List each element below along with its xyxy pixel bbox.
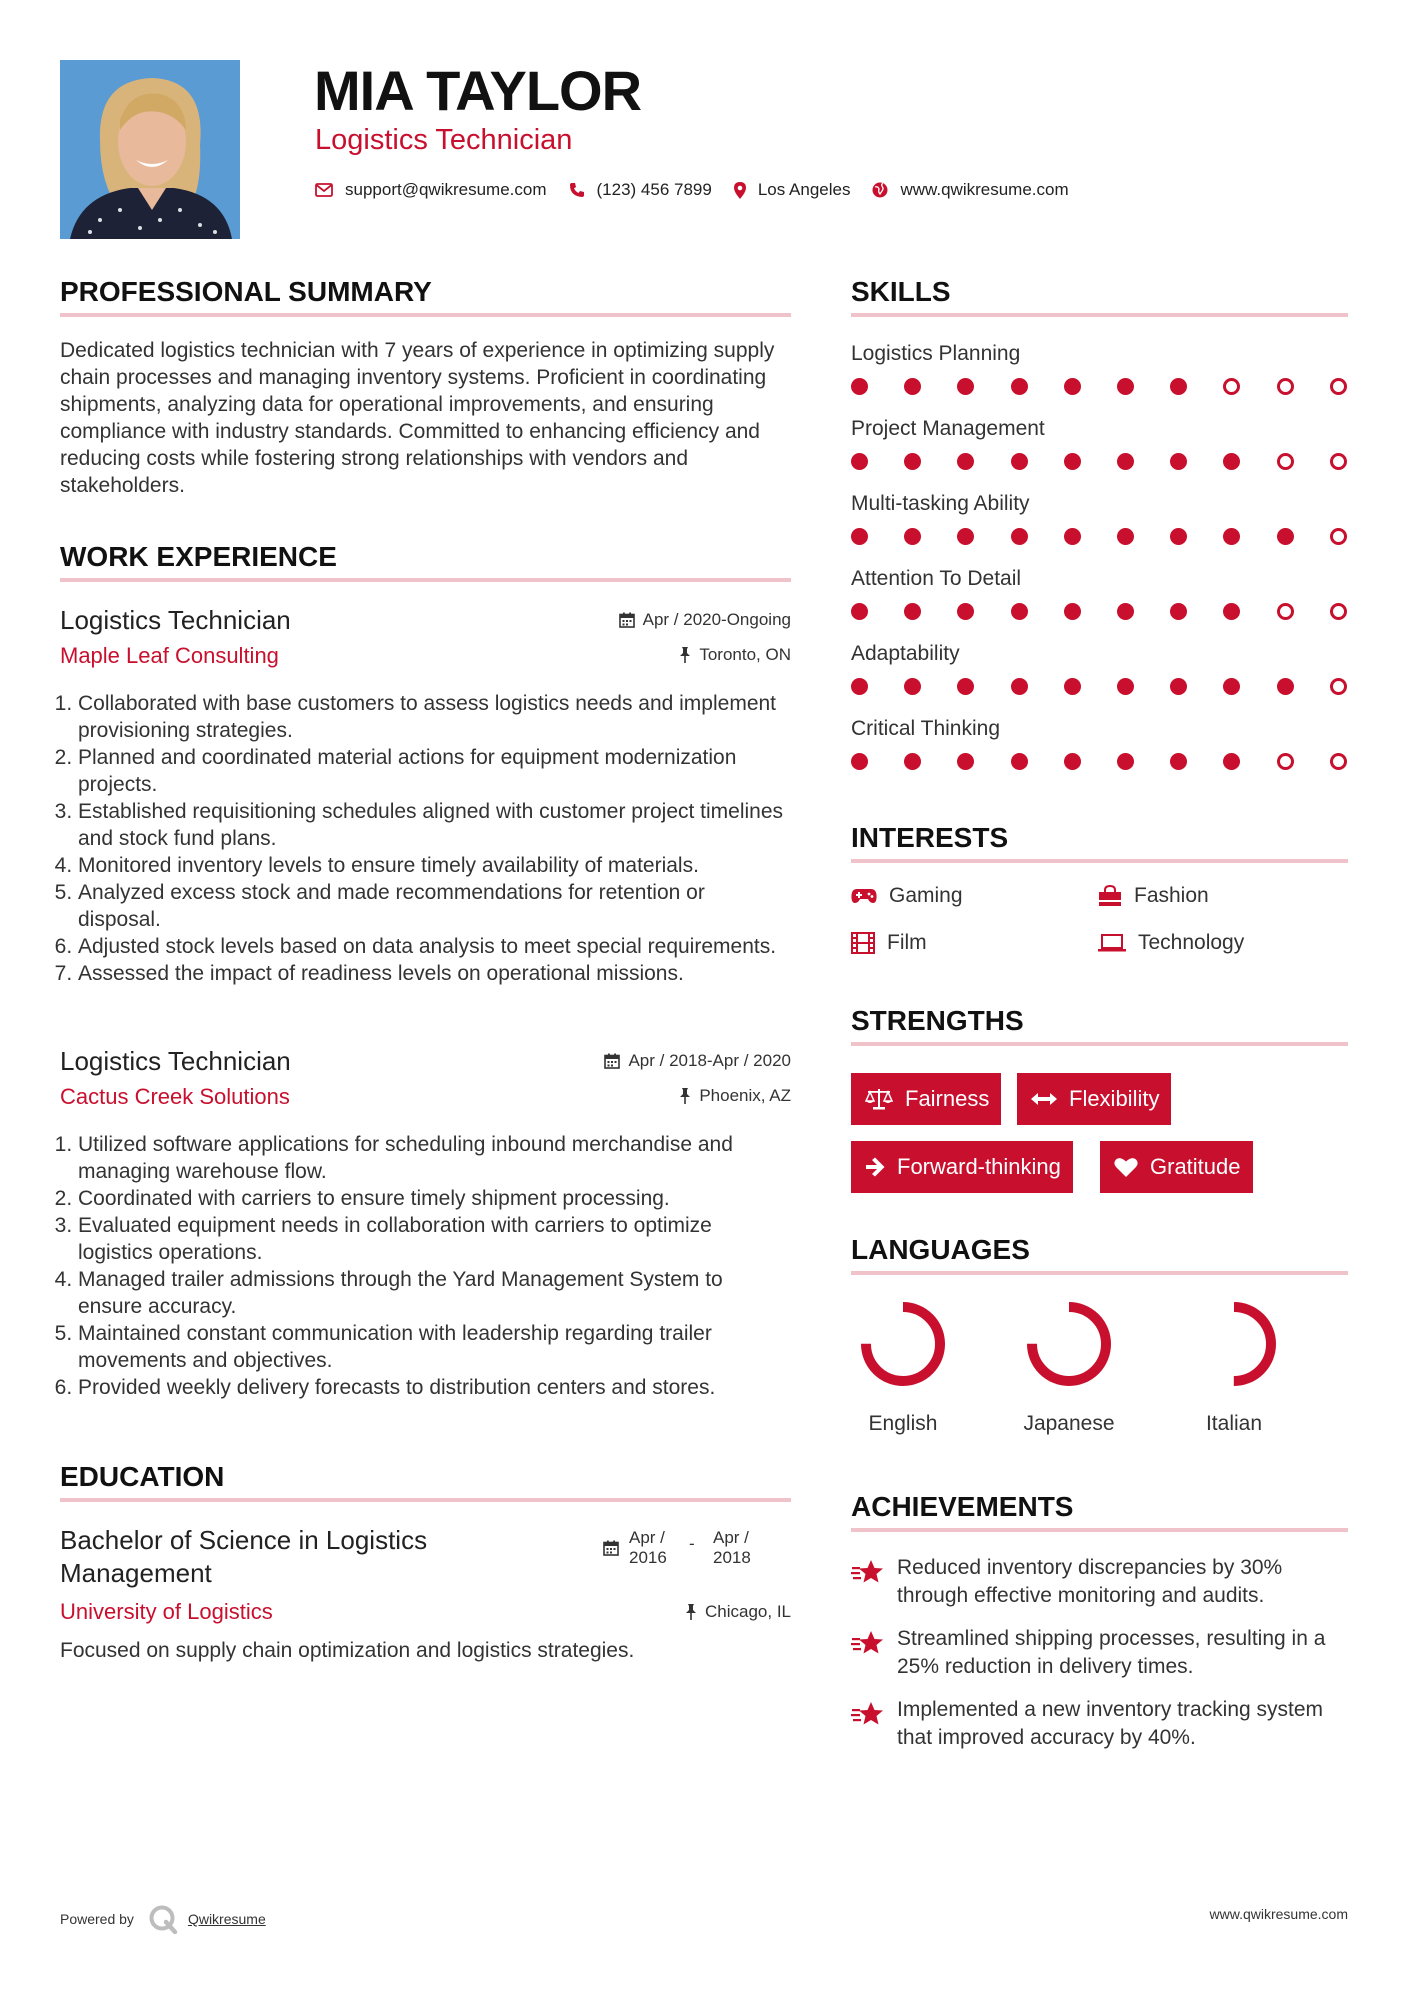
skill-name: Logistics Planning (851, 342, 1021, 365)
film-icon (851, 932, 875, 954)
skill-dot-filled (1170, 378, 1187, 395)
education-entry (60, 1524, 791, 1664)
powered-by-text: Powered by (60, 1911, 134, 1927)
summary-section (60, 275, 791, 499)
achievements-section (851, 1490, 1348, 1532)
interests-section (851, 821, 1348, 863)
skill-dot-filled (957, 528, 974, 545)
calendar-icon (604, 1053, 620, 1069)
language-item (1164, 1298, 1304, 1437)
skill-row (851, 715, 1348, 772)
skill-dot-filled (1117, 678, 1134, 695)
skill-dot-filled (957, 453, 974, 470)
skill-dot-empty (1330, 678, 1347, 695)
skill-dot-empty (1330, 753, 1347, 770)
skill-dot-filled (1011, 378, 1028, 395)
language-name: Italian (1205, 1412, 1263, 1435)
interest-label: Technology (1138, 931, 1245, 954)
skill-dot-filled (1117, 378, 1134, 395)
strength-label: Gratitude (1150, 1154, 1241, 1179)
star-badge-icon (851, 1558, 885, 1586)
interest-item (1098, 882, 1209, 909)
duty-item: 5. Maintained constant communication with leadership regarding trailer movements and objectives. (78, 1320, 791, 1374)
interest-label: Fashion (1134, 884, 1209, 907)
candidate-name: MIA TAYLOR (314, 59, 642, 122)
job-date (619, 610, 791, 630)
contact-location (734, 180, 851, 200)
skill-dot-filled (1170, 678, 1187, 695)
skill-dot-empty (1330, 378, 1347, 395)
duty-item: 1. Collaborated with base customers to assess logistics needs and implement provisioning strategies. (78, 690, 791, 744)
contact-phone[interactable] (569, 180, 712, 200)
skill-dot-filled (957, 603, 974, 620)
skill-dot-filled (904, 453, 921, 470)
contact-phone-text: (123) 456 7899 (596, 180, 712, 199)
skill-dot-empty (1277, 603, 1294, 620)
duty-item: 3. Established requisitioning schedules aligned with customer project timelines and stock fund plans. (78, 798, 791, 852)
language-ring (1023, 1298, 1115, 1390)
skill-name: Critical Thinking (851, 717, 1000, 740)
skill-dot-filled (1011, 603, 1028, 620)
skill-dot-filled (1064, 753, 1081, 770)
skill-dot-empty (1277, 378, 1294, 395)
achievements-heading: ACHIEVEMENTS (851, 1490, 1348, 1532)
summary-text: Dedicated logistics technician with 7 years of experience in optimizing supply chain processes and managing inventory systems. Proficient in coordinating shipments, analyzing data for operational improvements, and ensuring compliance with industry standards. Committed to enhancing efficiency and reducing costs while fostering strong relationships with vendors and stakeholders. (60, 339, 775, 497)
skill-dot-filled (957, 378, 974, 395)
interest-item (1098, 929, 1244, 956)
skill-rating (851, 377, 1348, 397)
strength-label: Flexibility (1069, 1086, 1160, 1111)
language-name: English (868, 1412, 938, 1435)
job-location (679, 1086, 791, 1106)
skill-dot-filled (1277, 528, 1294, 545)
skill-dot-filled (1064, 678, 1081, 695)
language-ring-arc (1197, 1307, 1271, 1381)
contact-website[interactable] (872, 180, 1068, 200)
achievement-text: Streamlined shipping processes, resulting in a 25% reduction in delivery times. (897, 1627, 1326, 1678)
skill-dot-filled (1170, 753, 1187, 770)
language-ring-arc (866, 1307, 940, 1381)
skill-dot-empty (1277, 753, 1294, 770)
job-company: Maple Leaf Consulting (60, 643, 279, 668)
job-date-text: Apr / 2020-Ongoing (642, 610, 791, 629)
education-start: Apr / 2016 (629, 1528, 667, 1567)
strength-badge (1017, 1073, 1171, 1125)
skill-dot-filled (1223, 753, 1240, 770)
language-ring-arc (1032, 1307, 1106, 1381)
balance-scale-icon (865, 1087, 893, 1111)
footer-website[interactable]: www.qwikresume.com (1209, 1906, 1348, 1922)
experience-section (60, 540, 791, 582)
skill-dot-filled (904, 753, 921, 770)
pushpin-icon (685, 1604, 697, 1620)
job-duties (60, 690, 791, 987)
calendar-icon (619, 612, 635, 628)
duty-item: 3. Evaluated equipment needs in collaboration with carriers to optimize logistics operations. (78, 1212, 791, 1266)
interests-heading: INTERESTS (851, 821, 1348, 863)
skill-name: Attention To Detail (851, 567, 1022, 590)
skill-dot-filled (904, 378, 921, 395)
profile-photo (60, 60, 240, 239)
contact-location-text: Los Angeles (757, 180, 851, 199)
star-badge-icon (851, 1629, 885, 1657)
duty-item: 5. Analyzed excess stock and made recommendations for retention or disposal. (78, 879, 791, 933)
education-end: Apr / 2018 (713, 1528, 751, 1567)
language-item (999, 1298, 1139, 1437)
duty-item: 4. Monitored inventory levels to ensure timely availability of materials. (78, 852, 791, 879)
gamepad-icon (851, 888, 877, 904)
strength-badge (851, 1073, 1001, 1125)
skill-dot-filled (1064, 378, 1081, 395)
interest-label: Film (887, 931, 927, 954)
skill-dot-filled (957, 753, 974, 770)
job-title: Logistics Technician (60, 1046, 291, 1076)
skill-dot-filled (851, 528, 868, 545)
contact-website-text: www.qwikresume.com (900, 180, 1069, 199)
duty-item: 7. Assessed the impact of readiness levels on operational missions. (78, 960, 791, 987)
phone-icon (569, 182, 585, 198)
contact-bar (315, 178, 1091, 202)
contact-email[interactable] (315, 180, 547, 200)
language-ring (1188, 1298, 1280, 1390)
skill-row (851, 565, 1348, 622)
skill-row (851, 640, 1348, 697)
skill-dot-filled (957, 678, 974, 695)
duty-item: 6. Adjusted stock levels based on data analysis to meet special requirements. (78, 933, 791, 960)
skill-name: Multi-tasking Ability (851, 492, 1030, 515)
job-date (604, 1051, 791, 1071)
skill-dot-filled (1117, 603, 1134, 620)
skill-dot-filled (851, 453, 868, 470)
strengths-section (851, 1004, 1348, 1046)
school-name: University of Logistics (60, 1599, 273, 1624)
skill-dot-empty (1330, 603, 1347, 620)
strength-badge (1100, 1141, 1253, 1193)
globe-icon (872, 182, 888, 198)
skill-dot-filled (1170, 453, 1187, 470)
skill-dot-filled (1117, 528, 1134, 545)
skill-dot-filled (1170, 528, 1187, 545)
education-section (60, 1460, 791, 1502)
duty-item: 6. Provided weekly delivery forecasts to distribution centers and stores. (78, 1374, 791, 1401)
contact-email-text: support@qwikresume.com (345, 180, 547, 199)
job-location-text: Phoenix, AZ (699, 1086, 791, 1105)
job-company: Cactus Creek Solutions (60, 1084, 290, 1109)
achievement-item (851, 1554, 1348, 1610)
skill-name: Adaptability (851, 642, 960, 665)
arrow-right-icon (865, 1157, 885, 1177)
heart-icon (1114, 1157, 1138, 1178)
language-item (833, 1298, 973, 1437)
job-location (679, 645, 791, 665)
duty-item: 4. Managed trailer admissions through the Yard Management System to ensure accuracy. (78, 1266, 791, 1320)
skill-dot-empty (1330, 453, 1347, 470)
job-entry (60, 1045, 791, 1401)
experience-heading: WORK EXPERIENCE (60, 540, 791, 582)
skill-dot-filled (851, 603, 868, 620)
skill-dot-filled (1011, 528, 1028, 545)
skill-dot-filled (1064, 453, 1081, 470)
education-dates (603, 1528, 793, 1568)
calendar-icon (603, 1540, 619, 1556)
skill-rating (851, 527, 1348, 547)
languages-section (851, 1233, 1348, 1275)
envelope-icon (315, 183, 333, 197)
skill-dot-filled (851, 678, 868, 695)
duty-item: 2. Coordinated with carriers to ensure timely shipment processing. (78, 1185, 791, 1212)
skill-dot-filled (904, 678, 921, 695)
skill-dot-empty (1223, 378, 1240, 395)
skill-dot-filled (1170, 603, 1187, 620)
skill-rating (851, 677, 1348, 697)
footer-brand-link[interactable]: Qwikresume (187, 1911, 266, 1927)
languages-heading: LANGUAGES (851, 1233, 1348, 1275)
achievement-item (851, 1625, 1348, 1681)
skill-rating (851, 602, 1348, 622)
pushpin-icon (679, 1088, 691, 1104)
job-entry (60, 604, 791, 987)
education-location (685, 1602, 791, 1622)
achievement-text: Implemented a new inventory tracking system that improved accuracy by 40%. (897, 1698, 1324, 1749)
skill-dot-filled (1223, 528, 1240, 545)
language-ring (857, 1298, 949, 1390)
skill-dot-filled (1223, 678, 1240, 695)
skill-dot-filled (904, 603, 921, 620)
language-name: Japanese (1023, 1412, 1115, 1435)
skill-dot-empty (1277, 453, 1294, 470)
skills-section (851, 275, 1348, 317)
skill-dot-filled (851, 753, 868, 770)
education-description: Focused on supply chain optimization and logistics strategies. (60, 1639, 635, 1662)
arrows-horizontal-icon (1031, 1092, 1057, 1106)
skill-dot-filled (1011, 753, 1028, 770)
education-date-separator: - (689, 1534, 695, 1553)
job-duties (60, 1131, 791, 1401)
map-marker-icon (734, 182, 746, 199)
skill-row (851, 490, 1348, 547)
strength-badge (851, 1141, 1073, 1193)
skill-dot-filled (851, 378, 868, 395)
star-badge-icon (851, 1700, 885, 1728)
skill-dot-filled (1117, 453, 1134, 470)
skill-dot-empty (1330, 528, 1347, 545)
duty-item: 1. Utilized software applications for scheduling inbound merchandise and managing warehouse flow. (78, 1131, 791, 1185)
degree-title: Bachelor of Science in Logistics Management (60, 1525, 428, 1588)
achievement-item (851, 1696, 1348, 1752)
laptop-icon (1098, 934, 1126, 952)
skill-rating (851, 752, 1348, 772)
interest-label: Gaming (889, 884, 963, 907)
skill-name: Project Management (851, 417, 1045, 440)
strength-label: Forward-thinking (897, 1154, 1061, 1179)
duty-item: 2. Planned and coordinated material actions for equipment modernization projects. (78, 744, 791, 798)
skill-rating (851, 452, 1348, 472)
skill-dot-filled (1117, 753, 1134, 770)
job-title: Logistics Technician (60, 605, 291, 635)
achievement-text: Reduced inventory discrepancies by 30% through effective monitoring and audits. (897, 1556, 1283, 1607)
skills-heading: SKILLS (851, 275, 1348, 317)
skill-dot-filled (1064, 528, 1081, 545)
pushpin-icon (679, 647, 691, 663)
education-location-text: Chicago, IL (705, 1602, 791, 1621)
skill-dot-filled (1011, 453, 1028, 470)
education-heading: EDUCATION (60, 1460, 791, 1502)
shopping-bag-icon (1098, 885, 1122, 907)
skill-dot-filled (904, 528, 921, 545)
skill-dot-filled (1011, 678, 1028, 695)
candidate-title: Logistics Technician (315, 124, 573, 156)
strength-label: Fairness (905, 1086, 990, 1111)
strengths-heading: STRENGTHS (851, 1004, 1348, 1046)
footer-powered-by (60, 1904, 266, 1934)
job-date-text: Apr / 2018-Apr / 2020 (628, 1051, 791, 1070)
interest-item (851, 882, 963, 909)
summary-heading: PROFESSIONAL SUMMARY (60, 275, 791, 317)
skill-dot-filled (1223, 603, 1240, 620)
qwikresume-logo-icon (148, 1904, 178, 1934)
skill-dot-filled (1277, 678, 1294, 695)
skill-dot-filled (1064, 603, 1081, 620)
skill-row (851, 415, 1348, 472)
job-location-text: Toronto, ON (699, 645, 791, 664)
interest-item (851, 929, 927, 956)
skill-dot-filled (1223, 453, 1240, 470)
skill-row (851, 340, 1348, 397)
